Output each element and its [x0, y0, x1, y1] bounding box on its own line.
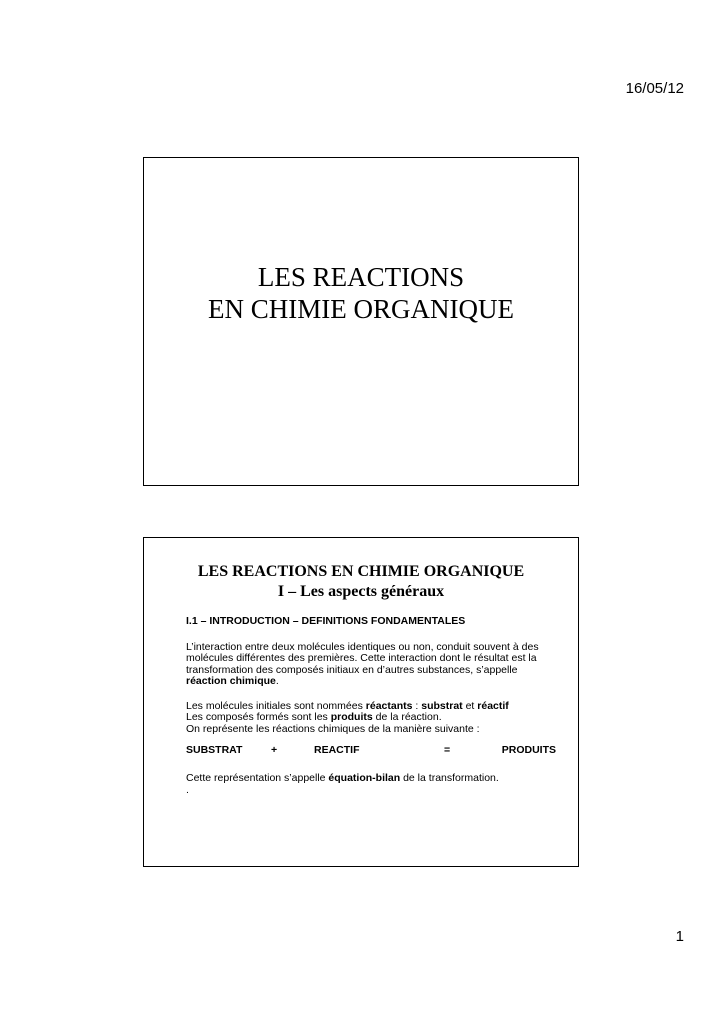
reactants-text: Les molécules initiales sont nommées: [186, 699, 366, 712]
conclusion-text: Cette représentation s’appelle: [186, 772, 329, 784]
section-heading: I.1 – INTRODUCTION – DEFINITIONS FONDAMENTALES: [186, 615, 466, 627]
slide-introduction: [143, 537, 579, 867]
conclusion-line: [186, 773, 556, 785]
page-number: 1: [675, 928, 684, 945]
date: 16/05/12: [625, 80, 684, 97]
equation-substrat: SUBSTRAT: [186, 744, 243, 756]
slide-body: [186, 616, 556, 796]
equation-equals: =: [444, 744, 451, 756]
reactants-term: réactants: [365, 699, 413, 712]
equation-plus: +: [271, 744, 278, 756]
conclusion-end: de la transformation.: [400, 772, 499, 784]
equation: [186, 745, 556, 759]
slide-heading: [144, 562, 578, 602]
representation-line: On représente les réactions chimiques de la manière suivante :: [186, 722, 480, 735]
equation-reactif: REACTIF: [314, 744, 360, 756]
slide-title-text: [144, 261, 578, 325]
reactif-term: réactif: [477, 699, 509, 712]
slide-title: [143, 157, 579, 486]
slide-heading-line-2: I – Les aspects généraux: [277, 583, 445, 600]
slide-heading-line-1: LES REACTIONS EN CHIMIE ORGANIQUE: [197, 563, 525, 580]
reactants-and: et: [462, 699, 478, 712]
title-line-1: LES REACTIONS: [257, 262, 465, 292]
trailing-dot: .: [186, 783, 189, 796]
products-end: de la réaction.: [372, 711, 442, 723]
products-line: [186, 712, 556, 724]
reactants-sep: :: [412, 699, 422, 712]
title-line-2: EN CHIMIE ORGANIQUE: [208, 294, 514, 324]
substrat-term: substrat: [421, 699, 463, 712]
intro-text: L’interaction entre deux molécules identiques ou non, conduit souvent à des molécules différentes des premières. Cette interaction dont le résultat est la transformation des composés initiaux en d’autres substances, s’appelle: [186, 640, 539, 676]
products-term: produits: [330, 711, 373, 723]
intro-paragraph: [186, 642, 556, 688]
products-text: Les composés formés sont les: [186, 711, 331, 723]
intro-end: .: [275, 675, 279, 687]
conclusion-term: équation-bilan: [328, 772, 401, 784]
equation-produits: PRODUITS: [501, 744, 556, 756]
intro-term: réaction chimique: [186, 675, 276, 687]
